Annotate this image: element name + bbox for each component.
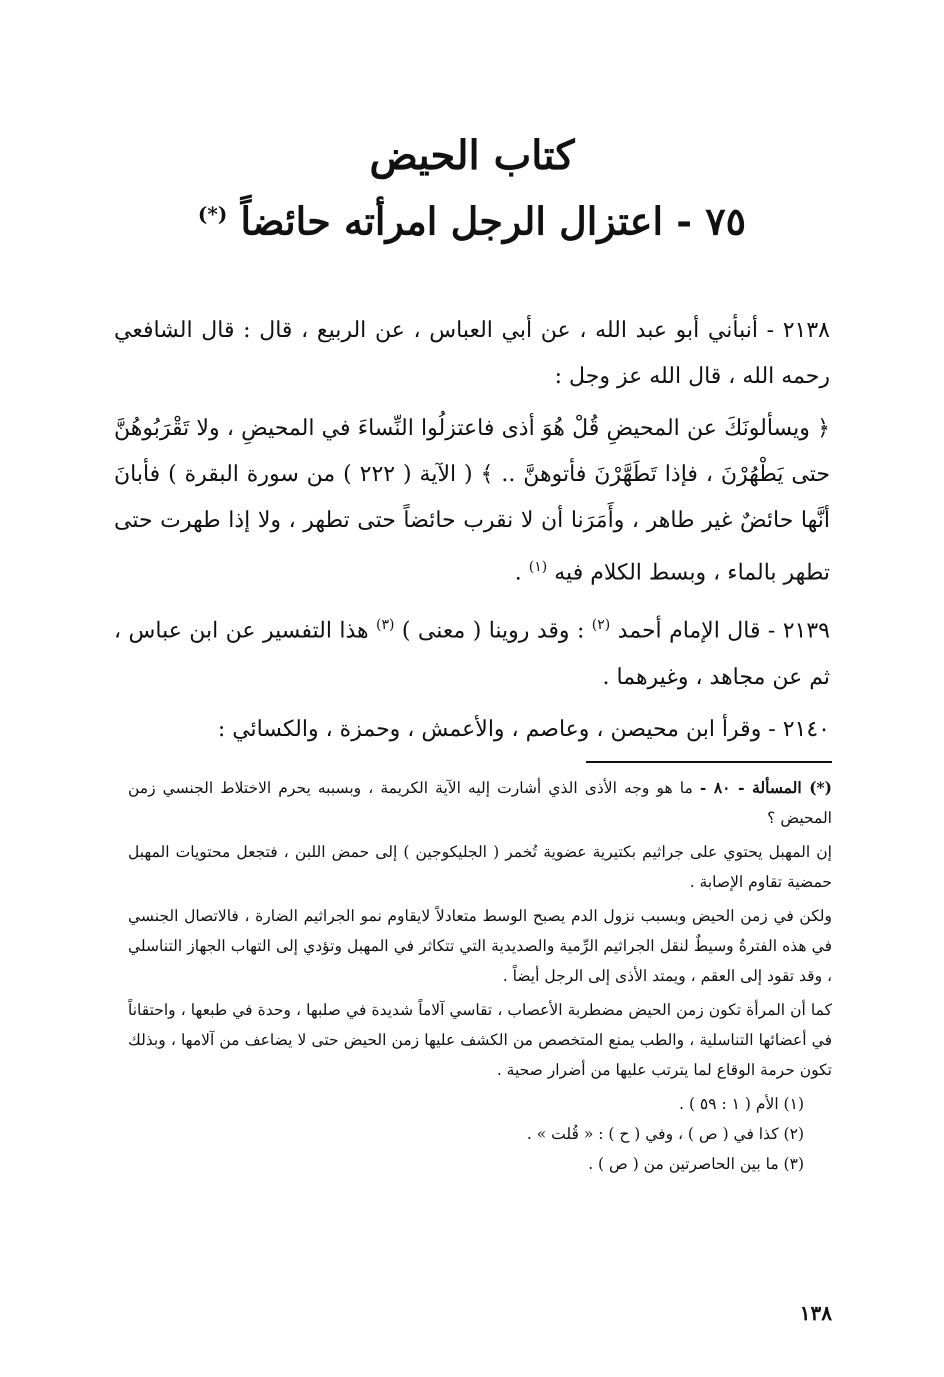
paragraph-2139 (114, 602, 830, 700)
paragraph-2140: ٢١٤٠ - وقرأ ابن محيصن ، وعاصم ، والأعمش ، وحمزة ، والكسائي : (217, 716, 830, 742)
chapter-note-marker: (*) (197, 202, 228, 226)
paragraph-2138: ٢١٣٨ - أنبأني أبو عبد الله ، عن أبي العباس ، عن الربيع ، قال : قال الشافعي رحمه الله ، قال الله عز وجل : (114, 318, 830, 389)
page-number: ١٣٨ (799, 1301, 832, 1325)
note-answer-1: إن المهبل يحتوي على جراثيم بكتيرية عضوية تُخمر ( الجليكوجين ) إلى حمض اللبن ، فتجعل محتويات المهبل حمضية تقاوم الإصابة . (128, 843, 832, 891)
note-answer-3: كما أن المرأة تكون زمن الحيض مضطربة الأعصاب ، تقاسي آلاماً شديدة في صلبها ، وحدة في طبعها ، واحتقاناً في أعضائها التناسلية ، والطب يمنع المتخصص من الكشف عليها زمن الحيض حتى لا يضاعف من آلامها ، وبذلك تكون حرمة الوقاع لما يترتب عليها من أضرار صحية . (128, 1001, 832, 1079)
p2139-part-b: : وقد روينا ( معنى ) (401, 618, 592, 644)
p2139-part-c: هذا التفسير عن ابن عباس ، ثم عن مجاهد ، وغيرهما . (114, 618, 830, 690)
footnote-ref-2: (٢) (591, 617, 611, 634)
note-question (128, 773, 832, 833)
footnote-1: (١) الأم ( ١ : ٥٩ ) . (679, 1095, 804, 1113)
p2139-part-a: ٢١٣٩ - قال الإمام أحمد (617, 618, 830, 644)
paragraph-quran-verse (114, 406, 830, 596)
chapter-title (0, 186, 944, 250)
footnote-ref-1: (١) (528, 559, 548, 575)
main-text (114, 308, 830, 759)
book-title: كتاب الحيض (369, 132, 575, 179)
chapter-title-text: ٧٥ - اعتزال الرجل امرأته حائضاً (240, 198, 747, 244)
footnotes (128, 773, 832, 1179)
verse-text: ﴿ ويسألونَكَ عن المحيضِ قُلْ هُوَ أذى فاعتزلُوا النِّساءَ في المحيضِ ، ولا تَقْرَبُوهُنَّ حتى يَطْهُرْنَ ، فإذا تَطَهَّرْنَ فأتوهنَّ .. ﴾ ( الآية ( ٢٢٢ ) من سورة البقرة ) فأبانَ أنَّها حائضٌ غير طاهر ، وأَمَرَنا أن لا نقرب حائضاً حتى تطهر ، ولا إذا طهرت حتى تطهر بالماء ، وبسط الكلام فيه (114, 416, 830, 586)
note-answer-2: ولكن في زمن الحيض وبسبب نزول الدم يصبح الوسط متعادلاً لايقاوم نمو الجراثيم الضارة ، فالاتصال الجنسي في هذه الفترةُ وسيطٌ لنقل الجراثيم الرِّمية والصديدية التي تتكاثر في المهبل وتؤدي إلى التهاب الجهاز التناسلي ، وقد تقود إلى العقم ، ويمتد الأذى إلى الرجل أيضاً . (128, 907, 832, 985)
footnote-3: (٣) ما بين الحاصرتين من ( ص ) . (588, 1155, 804, 1173)
note-question-lead: (*) المسألة - ٨٠ - (699, 778, 832, 797)
footnote-2: (٢) كذا في ( ص ) ، وفي ( ح ) : « قُلت » . (526, 1125, 804, 1143)
footnote-divider (586, 761, 832, 763)
note-question-text: ما هو وجه الأذى الذي أشارت إليه الآية الكريمة ، وبسببه يحرم الاختلاط الجنسي زمن المحيض ؟ (128, 779, 832, 827)
verse-end: . (514, 560, 529, 586)
footnote-ref-3: (٣) (376, 617, 395, 634)
